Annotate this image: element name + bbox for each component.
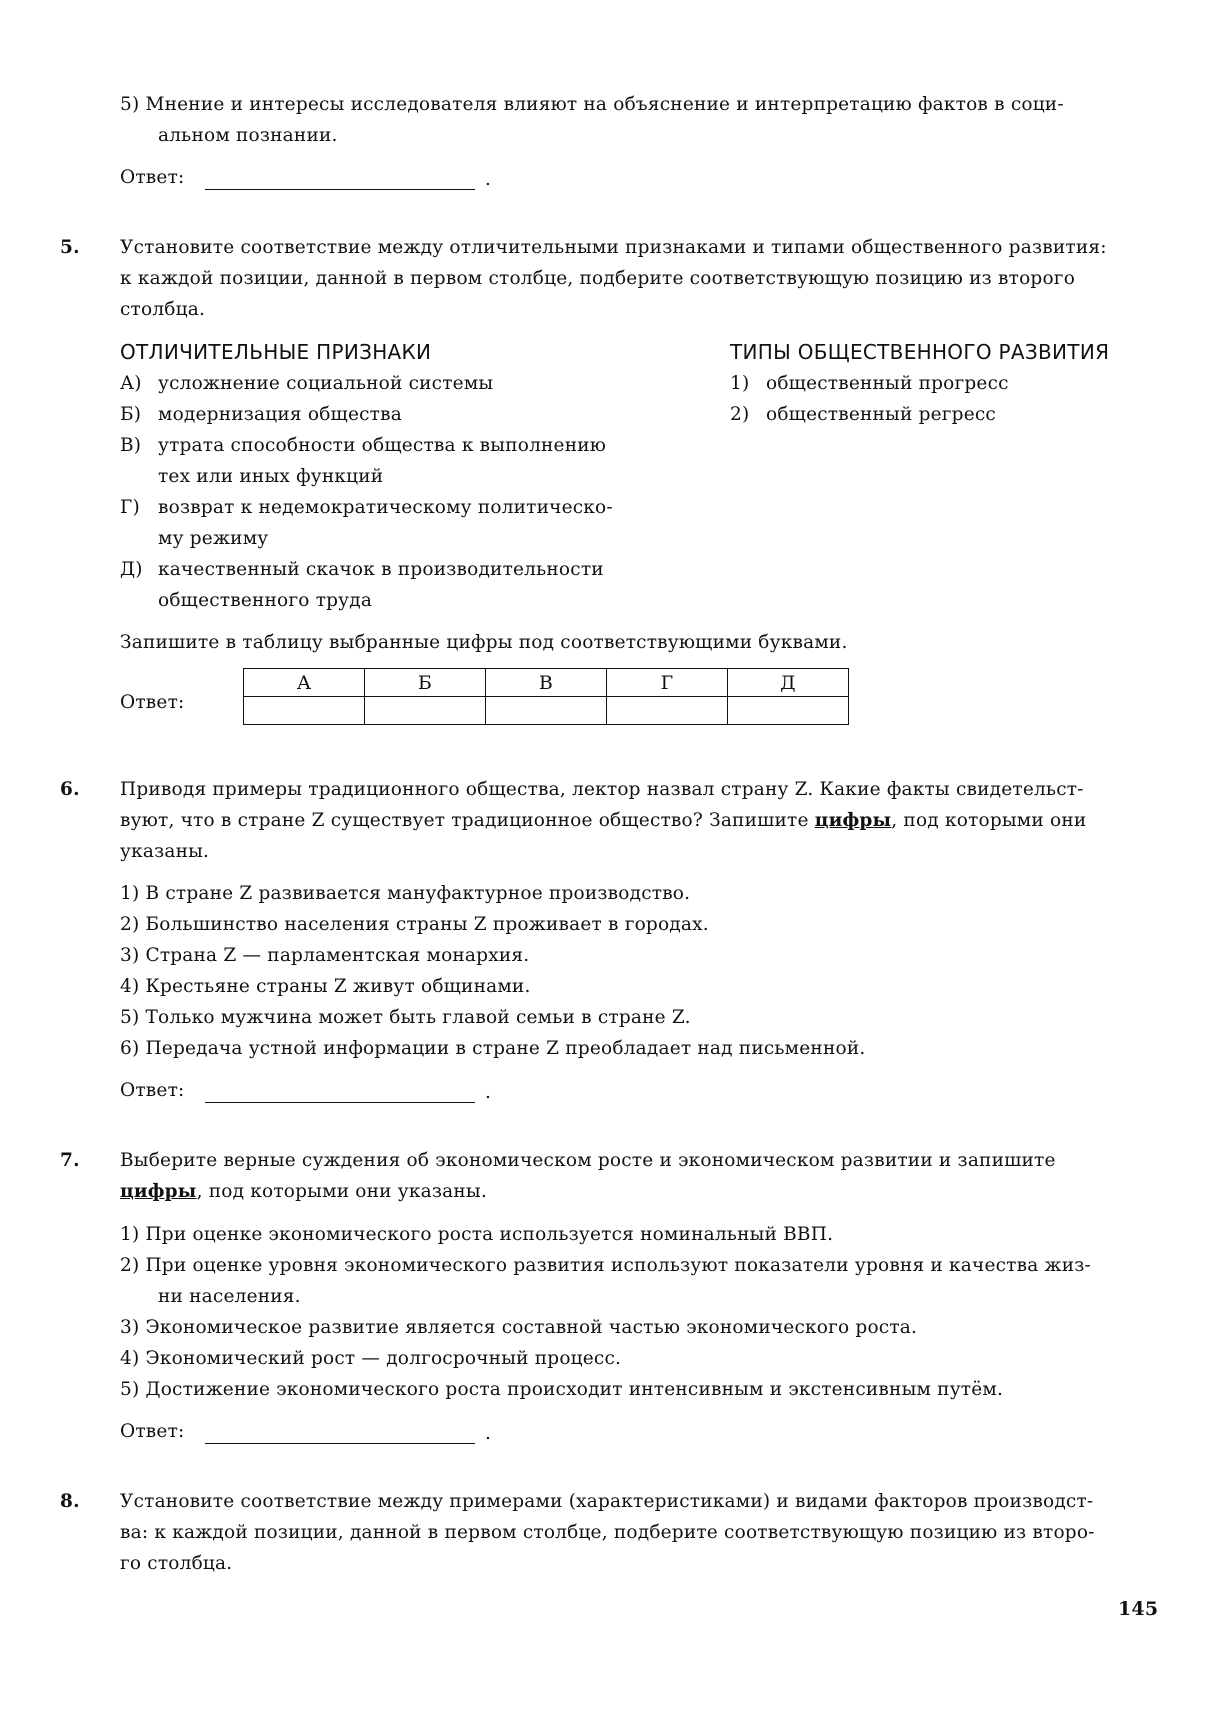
left-item-letter-b: Б) (120, 404, 142, 425)
answer-dot: . (485, 1423, 492, 1444)
task-7-number: 7. (60, 1150, 80, 1171)
task-6-option-4: 4) Крестьяне страны Z живут общинами. (120, 976, 531, 997)
task-5-line1: Установите соответствие между отличительными признаками и типами общественного развития: (120, 237, 1107, 258)
task-8-line1: Установите соответствие между примерами (характеристиками) и видами факторов производст- (120, 1491, 1094, 1512)
left-item-a-text: усложнение социальной системы (158, 373, 494, 394)
left-item-letter-v: В) (120, 435, 142, 456)
answer-table (243, 668, 849, 725)
left-item-v-text2: тех или иных функций (158, 466, 384, 487)
answer-label: Ответ: (120, 1421, 185, 1442)
answer-label: Ответ: (120, 167, 185, 188)
right-column-header: ТИПЫ ОБЩЕСТВЕННОГО РАЗВИТИЯ (730, 340, 1110, 364)
answer-dot: . (485, 169, 492, 190)
right-item-2-text: общественный регресс (766, 404, 996, 425)
task-5-number: 5. (60, 237, 80, 258)
task-6-line3: указаны. (120, 841, 210, 862)
task-7-option-4: 4) Экономический рост — долгосрочный процесс. (120, 1348, 622, 1369)
answer-table-header-v: В (486, 669, 607, 697)
task-7-option-2: 2) При оценке уровня экономического развития используют показатели уровня и качества жиз- (120, 1255, 1092, 1276)
left-item-letter-d: Д) (120, 559, 143, 580)
task-5-line3: столбца. (120, 299, 206, 320)
task-6-line2-start: вуют, что в стране Z существует традиционное общество? Запишите (120, 810, 815, 831)
answer-label: Ответ: (120, 1080, 185, 1101)
left-item-d-text2: общественного труда (158, 590, 373, 611)
task-6-line2 (120, 806, 1086, 836)
left-item-v-text1: утрата способности общества к выполнению (158, 435, 607, 456)
answer-cell-a[interactable] (244, 697, 365, 725)
task-7-option-5: 5) Достижение экономического роста происходит интенсивным и экстенсивным путём. (120, 1379, 1004, 1400)
task-6-line1: Приводя примеры традиционного общества, лектор назвал страну Z. Какие факты свидетельст- (120, 779, 1084, 800)
left-item-g-text2: му режиму (158, 528, 269, 549)
right-item-2-num: 2) (730, 404, 750, 425)
right-item-1-num: 1) (730, 373, 750, 394)
task-6-option-2: 2) Большинство населения страны Z проживает в городах. (120, 914, 709, 935)
task-8-line3: го столбца. (120, 1553, 233, 1574)
task-6-line2-end: , под которыми они (891, 810, 1087, 831)
answer-table-header-a: А (244, 669, 365, 697)
answer-label: Ответ: (120, 692, 185, 713)
task-6-option-1: 1) В стране Z развивается мануфактурное производство. (120, 883, 691, 904)
task-8-number: 8. (60, 1491, 80, 1512)
answer-table-header-b: Б (365, 669, 486, 697)
left-item-b-text: модернизация общества (158, 404, 402, 425)
answer-table-header-d: Д (728, 669, 849, 697)
right-item-1-text: общественный прогресс (766, 373, 1009, 394)
answer-cell-b[interactable] (365, 697, 486, 725)
page-number: 145 (1118, 1598, 1159, 1620)
answer-table-header-row (244, 669, 849, 697)
answer-line[interactable] (205, 1102, 475, 1103)
left-column-header: ОТЛИЧИТЕЛЬНЫЕ ПРИЗНАКИ (120, 340, 432, 364)
left-item-letter-g: Г) (120, 497, 140, 518)
answer-table-header-g: Г (607, 669, 728, 697)
task-7-option-2-cont: ни населения. (158, 1286, 301, 1307)
task-8-line2: ва: к каждой позиции, данной в первом столбце, подберите соответствующую позицию из второ- (120, 1522, 1095, 1543)
task-6-emphasis-digits: цифры (814, 810, 892, 831)
answer-cell-g[interactable] (607, 697, 728, 725)
task-7-line1: Выберите верные суждения об экономическом росте и экономическом развитии и запишите (120, 1150, 1056, 1171)
answer-dot: . (485, 1082, 492, 1103)
answer-cell-d[interactable] (728, 697, 849, 725)
task-7-line2-end: , под которыми они указаны. (196, 1181, 487, 1202)
left-item-d-text1: качественный скачок в производительности (158, 559, 604, 580)
task-7-option-3: 3) Экономическое развитие является составной частью экономического роста. (120, 1317, 918, 1338)
prev-item-5-line2: альном познании. (158, 125, 338, 146)
left-item-g-text1: возврат к недемократическому политическо- (158, 497, 613, 518)
left-item-letter-a: А) (120, 373, 142, 394)
task-6-number: 6. (60, 779, 80, 800)
task-6-option-3: 3) Страна Z — парламентская монархия. (120, 945, 530, 966)
task-7-option-1: 1) При оценке экономического роста используется номинальный ВВП. (120, 1224, 834, 1245)
task-5-line2: к каждой позиции, данной в первом столбце, подберите соответствующую позицию из второго (120, 268, 1076, 289)
answer-line[interactable] (205, 189, 475, 190)
answer-cell-v[interactable] (486, 697, 607, 725)
task-7-emphasis-digits: цифры (120, 1181, 197, 1202)
task-6-option-5: 5) Только мужчина может быть главой семьи в стране Z. (120, 1007, 691, 1028)
answer-line[interactable] (205, 1443, 475, 1444)
answer-table-input-row (244, 697, 849, 725)
task-7-line2 (120, 1177, 487, 1207)
table-instruction: Запишите в таблицу выбранные цифры под соответствующими буквами. (120, 632, 848, 653)
prev-item-5-line1: 5) Мнение и интересы исследователя влияют на объяснение и интерпретацию фактов в соци- (120, 94, 1064, 115)
task-6-option-6: 6) Передача устной информации в стране Z преобладает над письменной. (120, 1038, 866, 1059)
